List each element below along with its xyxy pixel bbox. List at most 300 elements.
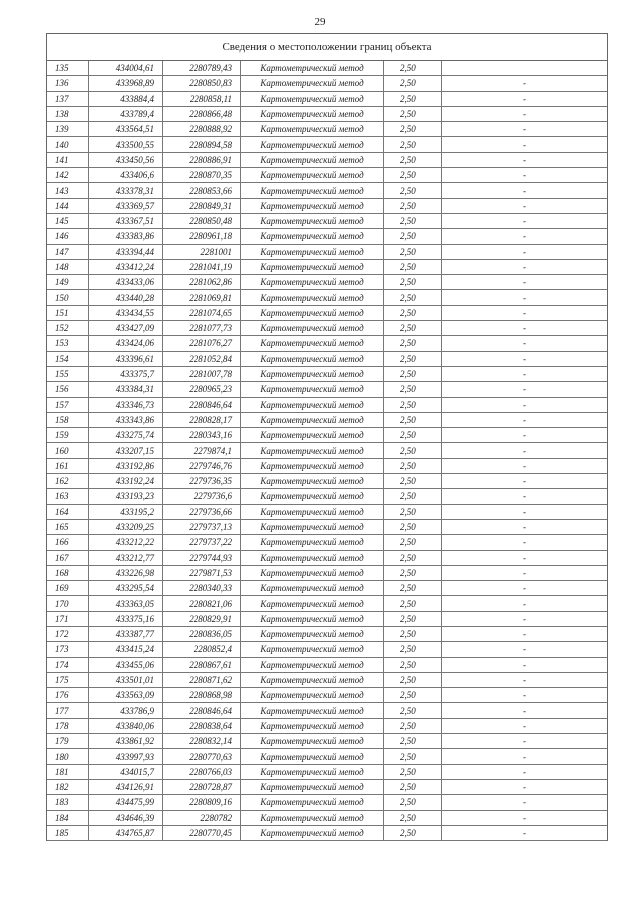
y-coordinate-cell: 2280728,87 — [163, 779, 241, 794]
x-coordinate-cell: 434015,7 — [89, 764, 163, 779]
description-cell: - — [442, 504, 608, 519]
page-number: 29 — [314, 16, 326, 28]
description-cell: - — [442, 244, 608, 259]
table-row — [47, 703, 607, 718]
description-cell: - — [442, 581, 608, 596]
accuracy-cell: 2,50 — [384, 626, 442, 641]
point-number-cell: 135 — [47, 61, 89, 76]
method-cell: Картометрический метод — [241, 474, 384, 489]
point-number-cell: 142 — [47, 168, 89, 183]
method-cell: Картометрический метод — [241, 106, 384, 121]
table-row — [47, 611, 607, 626]
y-coordinate-cell: 2280828,17 — [163, 412, 241, 427]
accuracy-cell: 2,50 — [384, 397, 442, 412]
table-row — [47, 351, 607, 366]
point-number-cell: 141 — [47, 152, 89, 167]
accuracy-cell: 2,50 — [384, 581, 442, 596]
y-coordinate-cell: 2280853,66 — [163, 183, 241, 198]
method-cell: Картометрический метод — [241, 596, 384, 611]
x-coordinate-cell: 433434,55 — [89, 305, 163, 320]
accuracy-cell: 2,50 — [384, 657, 442, 672]
accuracy-cell: 2,50 — [384, 198, 442, 213]
y-coordinate-cell: 2280886,91 — [163, 152, 241, 167]
x-coordinate-cell: 433861,92 — [89, 734, 163, 749]
x-coordinate-cell: 433455,06 — [89, 657, 163, 672]
x-coordinate-cell: 433427,09 — [89, 321, 163, 336]
y-coordinate-cell: 2280888,92 — [163, 122, 241, 137]
point-number-cell: 161 — [47, 458, 89, 473]
table-row — [47, 443, 607, 458]
description-cell: - — [442, 213, 608, 228]
accuracy-cell: 2,50 — [384, 718, 442, 733]
point-number-cell: 165 — [47, 519, 89, 534]
method-cell: Картометрический метод — [241, 795, 384, 810]
table-row — [47, 810, 607, 825]
description-cell: - — [442, 779, 608, 794]
y-coordinate-cell: 2280789,43 — [163, 61, 241, 76]
x-coordinate-cell: 433343,86 — [89, 412, 163, 427]
y-coordinate-cell: 2281001 — [163, 244, 241, 259]
point-number-cell: 148 — [47, 259, 89, 274]
description-cell: - — [442, 688, 608, 703]
accuracy-cell: 2,50 — [384, 275, 442, 290]
point-number-cell: 151 — [47, 305, 89, 320]
table-row — [47, 734, 607, 749]
table-row — [47, 106, 607, 121]
x-coordinate-cell: 434475,99 — [89, 795, 163, 810]
point-number-cell: 140 — [47, 137, 89, 152]
description-cell: - — [442, 703, 608, 718]
description-cell: - — [442, 76, 608, 91]
method-cell: Картометрический метод — [241, 458, 384, 473]
method-cell: Картометрический метод — [241, 412, 384, 427]
x-coordinate-cell: 433212,22 — [89, 535, 163, 550]
y-coordinate-cell: 2280343,16 — [163, 428, 241, 443]
table-row — [47, 183, 607, 198]
table-row — [47, 91, 607, 106]
method-cell: Картометрический метод — [241, 229, 384, 244]
description-cell: - — [442, 474, 608, 489]
accuracy-cell: 2,50 — [384, 749, 442, 764]
accuracy-cell: 2,50 — [384, 244, 442, 259]
point-number-cell: 138 — [47, 106, 89, 121]
table-row — [47, 535, 607, 550]
method-cell: Картометрический метод — [241, 321, 384, 336]
accuracy-cell: 2,50 — [384, 810, 442, 825]
x-coordinate-cell: 433884,4 — [89, 91, 163, 106]
accuracy-cell: 2,50 — [384, 458, 442, 473]
table-row — [47, 412, 607, 427]
accuracy-cell: 2,50 — [384, 764, 442, 779]
point-number-cell: 179 — [47, 734, 89, 749]
point-number-cell: 172 — [47, 626, 89, 641]
x-coordinate-cell: 433424,06 — [89, 336, 163, 351]
x-coordinate-cell: 433192,86 — [89, 458, 163, 473]
accuracy-cell: 2,50 — [384, 550, 442, 565]
point-number-cell: 171 — [47, 611, 89, 626]
x-coordinate-cell: 433209,25 — [89, 519, 163, 534]
table-title: Сведения о местоположении границ объекта — [47, 34, 607, 61]
method-cell: Картометрический метод — [241, 428, 384, 443]
accuracy-cell: 2,50 — [384, 596, 442, 611]
description-cell: - — [442, 519, 608, 534]
accuracy-cell: 2,50 — [384, 336, 442, 351]
y-coordinate-cell: 2279737,22 — [163, 535, 241, 550]
accuracy-cell: 2,50 — [384, 428, 442, 443]
x-coordinate-cell: 433212,77 — [89, 550, 163, 565]
point-number-cell: 182 — [47, 779, 89, 794]
y-coordinate-cell: 2281077,73 — [163, 321, 241, 336]
point-number-cell: 166 — [47, 535, 89, 550]
y-coordinate-cell: 2280770,45 — [163, 825, 241, 840]
method-cell: Картометрический метод — [241, 61, 384, 76]
method-cell: Картометрический метод — [241, 336, 384, 351]
accuracy-cell: 2,50 — [384, 122, 442, 137]
description-cell: - — [442, 152, 608, 167]
x-coordinate-cell: 433997,93 — [89, 749, 163, 764]
table-row — [47, 474, 607, 489]
table-row — [47, 550, 607, 565]
table-row — [47, 795, 607, 810]
method-cell: Картометрический метод — [241, 91, 384, 106]
x-coordinate-cell: 433275,74 — [89, 428, 163, 443]
point-number-cell: 176 — [47, 688, 89, 703]
method-cell: Картометрический метод — [241, 351, 384, 366]
x-coordinate-cell: 433396,61 — [89, 351, 163, 366]
accuracy-cell: 2,50 — [384, 703, 442, 718]
accuracy-cell: 2,50 — [384, 229, 442, 244]
y-coordinate-cell: 2281069,81 — [163, 290, 241, 305]
table-row — [47, 749, 607, 764]
description-cell: - — [442, 672, 608, 687]
accuracy-cell: 2,50 — [384, 779, 442, 794]
table-row — [47, 76, 607, 91]
description-cell: - — [442, 764, 608, 779]
point-number-cell: 180 — [47, 749, 89, 764]
point-number-cell: 181 — [47, 764, 89, 779]
description-cell: - — [442, 229, 608, 244]
method-cell: Картометрический метод — [241, 550, 384, 565]
method-cell: Картометрический метод — [241, 152, 384, 167]
point-number-cell: 170 — [47, 596, 89, 611]
method-cell: Картометрический метод — [241, 626, 384, 641]
point-number-cell: 143 — [47, 183, 89, 198]
coordinates-table-body — [47, 61, 607, 841]
point-number-cell: 168 — [47, 565, 89, 580]
point-number-cell: 153 — [47, 336, 89, 351]
description-cell: - — [442, 535, 608, 550]
point-number-cell: 149 — [47, 275, 89, 290]
method-cell: Картометрический метод — [241, 718, 384, 733]
method-cell: Картометрический метод — [241, 76, 384, 91]
description-cell: - — [442, 489, 608, 504]
table-row — [47, 366, 607, 381]
point-number-cell: 136 — [47, 76, 89, 91]
table-row — [47, 657, 607, 672]
method-cell: Картометрический метод — [241, 305, 384, 320]
accuracy-cell: 2,50 — [384, 412, 442, 427]
method-cell: Картометрический метод — [241, 259, 384, 274]
description-cell: - — [442, 168, 608, 183]
accuracy-cell: 2,50 — [384, 382, 442, 397]
table-row — [47, 779, 607, 794]
method-cell: Картометрический метод — [241, 275, 384, 290]
x-coordinate-cell: 433367,51 — [89, 213, 163, 228]
description-cell: - — [442, 106, 608, 121]
y-coordinate-cell: 2280870,35 — [163, 168, 241, 183]
description-cell: - — [442, 305, 608, 320]
method-cell: Картометрический метод — [241, 504, 384, 519]
table-row — [47, 321, 607, 336]
table-row — [47, 672, 607, 687]
description-cell: - — [442, 382, 608, 397]
method-cell: Картометрический метод — [241, 366, 384, 381]
method-cell: Картометрический метод — [241, 764, 384, 779]
method-cell: Картометрический метод — [241, 198, 384, 213]
y-coordinate-cell: 2281041,19 — [163, 259, 241, 274]
description-cell: - — [442, 443, 608, 458]
point-number-cell: 162 — [47, 474, 89, 489]
point-number-cell: 159 — [47, 428, 89, 443]
accuracy-cell: 2,50 — [384, 351, 442, 366]
accuracy-cell: 2,50 — [384, 259, 442, 274]
table-row — [47, 137, 607, 152]
y-coordinate-cell: 2280961,18 — [163, 229, 241, 244]
y-coordinate-cell: 2280829,91 — [163, 611, 241, 626]
accuracy-cell: 2,50 — [384, 366, 442, 381]
description-cell: - — [442, 596, 608, 611]
table-row — [47, 382, 607, 397]
coordinates-table — [47, 61, 607, 841]
accuracy-cell: 2,50 — [384, 213, 442, 228]
point-number-cell: 137 — [47, 91, 89, 106]
accuracy-cell: 2,50 — [384, 137, 442, 152]
y-coordinate-cell: 2280838,64 — [163, 718, 241, 733]
method-cell: Картометрический метод — [241, 397, 384, 412]
point-number-cell: 156 — [47, 382, 89, 397]
table-row — [47, 825, 607, 840]
y-coordinate-cell: 2279736,6 — [163, 489, 241, 504]
x-coordinate-cell: 433450,56 — [89, 152, 163, 167]
method-cell: Картометрический метод — [241, 244, 384, 259]
table-row — [47, 764, 607, 779]
y-coordinate-cell: 2279874,1 — [163, 443, 241, 458]
accuracy-cell: 2,50 — [384, 734, 442, 749]
accuracy-cell: 2,50 — [384, 642, 442, 657]
point-number-cell: 173 — [47, 642, 89, 657]
y-coordinate-cell: 2280846,64 — [163, 703, 241, 718]
table-row — [47, 581, 607, 596]
y-coordinate-cell: 2280821,06 — [163, 596, 241, 611]
x-coordinate-cell: 433384,31 — [89, 382, 163, 397]
table-row — [47, 642, 607, 657]
y-coordinate-cell: 2279746,76 — [163, 458, 241, 473]
y-coordinate-cell: 2280868,98 — [163, 688, 241, 703]
accuracy-cell: 2,50 — [384, 76, 442, 91]
method-cell: Картометрический метод — [241, 703, 384, 718]
y-coordinate-cell: 2281076,27 — [163, 336, 241, 351]
method-cell: Картометрический метод — [241, 519, 384, 534]
accuracy-cell: 2,50 — [384, 504, 442, 519]
accuracy-cell: 2,50 — [384, 168, 442, 183]
accuracy-cell: 2,50 — [384, 611, 442, 626]
description-cell: - — [442, 336, 608, 351]
point-number-cell: 164 — [47, 504, 89, 519]
method-cell: Картометрический метод — [241, 382, 384, 397]
table-row — [47, 61, 607, 76]
x-coordinate-cell: 434646,39 — [89, 810, 163, 825]
y-coordinate-cell: 2280809,16 — [163, 795, 241, 810]
x-coordinate-cell: 433786,9 — [89, 703, 163, 718]
table-row — [47, 259, 607, 274]
y-coordinate-cell: 2279871,53 — [163, 565, 241, 580]
method-cell: Картометрический метод — [241, 749, 384, 764]
accuracy-cell: 2,50 — [384, 305, 442, 320]
y-coordinate-cell: 2280766,03 — [163, 764, 241, 779]
method-cell: Картометрический метод — [241, 183, 384, 198]
method-cell: Картометрический метод — [241, 779, 384, 794]
y-coordinate-cell: 2280849,31 — [163, 198, 241, 213]
x-coordinate-cell: 433563,09 — [89, 688, 163, 703]
y-coordinate-cell: 2280894,58 — [163, 137, 241, 152]
description-cell — [442, 61, 608, 76]
table-row — [47, 244, 607, 259]
x-coordinate-cell: 433375,7 — [89, 366, 163, 381]
point-number-cell: 177 — [47, 703, 89, 718]
accuracy-cell: 2,50 — [384, 183, 442, 198]
description-cell: - — [442, 718, 608, 733]
description-cell: - — [442, 657, 608, 672]
y-coordinate-cell: 2280850,48 — [163, 213, 241, 228]
y-coordinate-cell: 2280846,64 — [163, 397, 241, 412]
accuracy-cell: 2,50 — [384, 443, 442, 458]
x-coordinate-cell: 433440,28 — [89, 290, 163, 305]
description-cell: - — [442, 366, 608, 381]
table-row — [47, 428, 607, 443]
method-cell: Картометрический метод — [241, 565, 384, 580]
description-cell: - — [442, 397, 608, 412]
accuracy-cell: 2,50 — [384, 565, 442, 580]
table-row — [47, 519, 607, 534]
y-coordinate-cell: 2280871,62 — [163, 672, 241, 687]
x-coordinate-cell: 434004,61 — [89, 61, 163, 76]
table-row — [47, 275, 607, 290]
method-cell: Картометрический метод — [241, 688, 384, 703]
accuracy-cell: 2,50 — [384, 474, 442, 489]
accuracy-cell: 2,50 — [384, 106, 442, 121]
table-row — [47, 718, 607, 733]
description-cell: - — [442, 290, 608, 305]
method-cell: Картометрический метод — [241, 581, 384, 596]
accuracy-cell: 2,50 — [384, 290, 442, 305]
table-row — [47, 305, 607, 320]
point-number-cell: 144 — [47, 198, 89, 213]
description-cell: - — [442, 734, 608, 749]
y-coordinate-cell: 2281074,65 — [163, 305, 241, 320]
method-cell: Картометрический метод — [241, 810, 384, 825]
table-row — [47, 626, 607, 641]
y-coordinate-cell: 2279737,13 — [163, 519, 241, 534]
description-cell: - — [442, 611, 608, 626]
description-cell: - — [442, 626, 608, 641]
method-cell: Картометрический метод — [241, 489, 384, 504]
x-coordinate-cell: 433433,06 — [89, 275, 163, 290]
description-cell: - — [442, 275, 608, 290]
x-coordinate-cell: 433383,86 — [89, 229, 163, 244]
method-cell: Картометрический метод — [241, 825, 384, 840]
boundary-table-sheet — [46, 33, 608, 841]
y-coordinate-cell: 2281007,78 — [163, 366, 241, 381]
table-row — [47, 489, 607, 504]
y-coordinate-cell: 2281052,84 — [163, 351, 241, 366]
point-number-cell: 157 — [47, 397, 89, 412]
description-cell: - — [442, 749, 608, 764]
x-coordinate-cell: 433195,2 — [89, 504, 163, 519]
accuracy-cell: 2,50 — [384, 489, 442, 504]
x-coordinate-cell: 433968,89 — [89, 76, 163, 91]
description-cell: - — [442, 810, 608, 825]
method-cell: Картометрический метод — [241, 611, 384, 626]
x-coordinate-cell: 433295,54 — [89, 581, 163, 596]
point-number-cell: 178 — [47, 718, 89, 733]
y-coordinate-cell: 2280770,63 — [163, 749, 241, 764]
y-coordinate-cell: 2280858,11 — [163, 91, 241, 106]
x-coordinate-cell: 433369,57 — [89, 198, 163, 213]
x-coordinate-cell: 433789,4 — [89, 106, 163, 121]
method-cell: Картометрический метод — [241, 122, 384, 137]
description-cell: - — [442, 428, 608, 443]
y-coordinate-cell: 2280850,83 — [163, 76, 241, 91]
point-number-cell: 158 — [47, 412, 89, 427]
description-cell: - — [442, 91, 608, 106]
description-cell: - — [442, 642, 608, 657]
point-number-cell: 139 — [47, 122, 89, 137]
point-number-cell: 185 — [47, 825, 89, 840]
point-number-cell: 154 — [47, 351, 89, 366]
point-number-cell: 184 — [47, 810, 89, 825]
description-cell: - — [442, 259, 608, 274]
method-cell: Картометрический метод — [241, 672, 384, 687]
method-cell: Картометрический метод — [241, 168, 384, 183]
x-coordinate-cell: 433375,16 — [89, 611, 163, 626]
table-row — [47, 229, 607, 244]
y-coordinate-cell: 2279736,35 — [163, 474, 241, 489]
x-coordinate-cell: 433412,24 — [89, 259, 163, 274]
method-cell: Картометрический метод — [241, 734, 384, 749]
description-cell: - — [442, 550, 608, 565]
description-cell: - — [442, 825, 608, 840]
accuracy-cell: 2,50 — [384, 672, 442, 687]
method-cell: Картометрический метод — [241, 213, 384, 228]
accuracy-cell: 2,50 — [384, 688, 442, 703]
y-coordinate-cell: 2280867,61 — [163, 657, 241, 672]
accuracy-cell: 2,50 — [384, 825, 442, 840]
point-number-cell: 175 — [47, 672, 89, 687]
table-row — [47, 565, 607, 580]
x-coordinate-cell: 433406,6 — [89, 168, 163, 183]
point-number-cell: 169 — [47, 581, 89, 596]
point-number-cell: 163 — [47, 489, 89, 504]
description-cell: - — [442, 122, 608, 137]
table-row — [47, 458, 607, 473]
description-cell: - — [442, 412, 608, 427]
table-row — [47, 504, 607, 519]
x-coordinate-cell: 433564,51 — [89, 122, 163, 137]
table-row — [47, 596, 607, 611]
table-row — [47, 290, 607, 305]
method-cell: Картометрический метод — [241, 535, 384, 550]
x-coordinate-cell: 434765,87 — [89, 825, 163, 840]
